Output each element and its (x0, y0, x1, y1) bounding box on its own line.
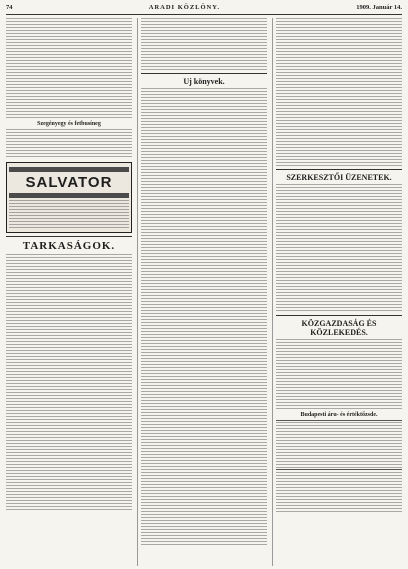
section-title: KÖZGAZDASÁG ÉS KÖZLEKEDÉS. (301, 319, 377, 337)
text-block (276, 18, 402, 166)
advert-brand: SALVATOR (25, 174, 113, 191)
column-1 (6, 18, 132, 566)
masthead (6, 4, 402, 15)
text-block (6, 129, 132, 159)
section-title: SZERKESZTŐI ÜZENETEK. (286, 173, 392, 182)
newspaper-title: ARADI KÖZLÖNY. (148, 4, 220, 11)
text-block (6, 18, 132, 118)
column-2 (137, 18, 267, 566)
price-table (276, 420, 402, 470)
advert-text (9, 200, 129, 228)
article-body (141, 88, 267, 546)
advertisement (6, 162, 132, 233)
section-subhead: Budapesti áru- és értéktőzsde. (300, 412, 378, 418)
article-body (276, 184, 402, 312)
text-block (276, 472, 402, 512)
section-title: TARKASÁGOK. (22, 240, 116, 252)
section-title: Uj könyvek. (183, 77, 225, 86)
section-subhead: Szegényegy és fetbusíneg (37, 121, 101, 127)
article-body (6, 254, 132, 512)
issue-date: 1909. Január 14. (356, 4, 402, 11)
column-3 (272, 18, 402, 566)
page-number: 74 (6, 4, 13, 11)
article-body (276, 339, 402, 409)
text-block (141, 18, 267, 70)
